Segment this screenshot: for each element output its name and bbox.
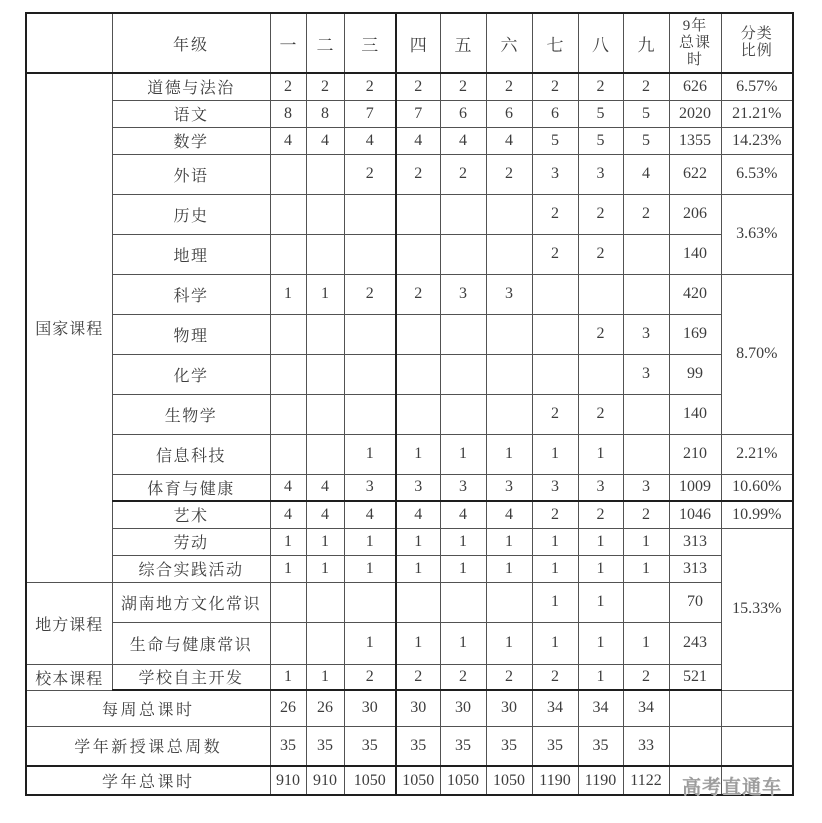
header-total-line: 时 (686, 51, 703, 68)
subject-cell: 体育与健康 (112, 474, 270, 501)
value-cell: 1 (396, 555, 440, 582)
table-row (26, 354, 793, 394)
value-cell (396, 194, 440, 234)
value-cell: 4 (270, 127, 306, 154)
subject-cell: 地理 (112, 234, 270, 274)
footer-value-cell: 26 (270, 690, 306, 726)
footer-value-cell: 34 (532, 690, 578, 726)
group-cell: 国家课程 (26, 73, 112, 582)
value-cell (486, 234, 532, 274)
footer-value-cell: 35 (486, 726, 532, 766)
total-cell: 169 (669, 314, 721, 354)
value-cell (486, 394, 532, 434)
value-cell: 2 (532, 73, 578, 100)
value-cell: 3 (623, 314, 669, 354)
ratio-cell: 3.63% (721, 194, 793, 274)
value-cell: 1 (623, 555, 669, 582)
subject-cell: 历史 (112, 194, 270, 234)
table-row (26, 434, 793, 474)
footer-value-cell: 910 (270, 766, 306, 795)
value-cell (623, 582, 669, 622)
table-row (26, 73, 793, 100)
table-row (26, 127, 793, 154)
total-cell: 1009 (669, 474, 721, 501)
value-cell (270, 314, 306, 354)
total-cell: 243 (669, 622, 721, 664)
ratio-cell: 8.70% (721, 274, 793, 434)
value-cell: 2 (532, 501, 578, 528)
value-cell: 3 (440, 474, 486, 501)
footer-value-cell: 1190 (578, 766, 623, 795)
value-cell: 4 (396, 127, 440, 154)
group-cell: 地方课程 (26, 582, 112, 664)
subject-cell: 数学 (112, 127, 270, 154)
value-cell: 4 (623, 154, 669, 194)
header-grade-1: 一 (270, 13, 306, 73)
value-cell (270, 354, 306, 394)
value-cell (306, 434, 344, 474)
value-cell: 1 (306, 555, 344, 582)
footer-value-cell: 35 (344, 726, 396, 766)
value-cell: 1 (440, 528, 486, 555)
footer-label: 每周总课时 (26, 690, 270, 726)
value-cell (440, 314, 486, 354)
ratio-cell: 10.60% (721, 474, 793, 501)
total-cell: 99 (669, 354, 721, 394)
value-cell: 4 (270, 474, 306, 501)
value-cell: 1 (486, 528, 532, 555)
total-cell: 1046 (669, 501, 721, 528)
value-cell (396, 582, 440, 622)
table-row (26, 474, 793, 501)
footer-value-cell: 30 (440, 690, 486, 726)
value-cell (344, 194, 396, 234)
value-cell: 2 (532, 194, 578, 234)
value-cell: 2 (396, 154, 440, 194)
value-cell (306, 154, 344, 194)
value-cell: 1 (532, 528, 578, 555)
subject-cell: 学校自主开发 (112, 664, 270, 690)
value-cell: 2 (486, 664, 532, 690)
value-cell (623, 274, 669, 314)
value-cell: 4 (344, 501, 396, 528)
value-cell (306, 622, 344, 664)
value-cell: 4 (270, 501, 306, 528)
value-cell: 2 (623, 194, 669, 234)
ratio-cell: 21.21% (721, 100, 793, 127)
value-cell: 3 (344, 474, 396, 501)
footer-row (26, 690, 793, 726)
value-cell (396, 234, 440, 274)
value-cell (440, 354, 486, 394)
value-cell (440, 194, 486, 234)
subject-cell: 信息科技 (112, 434, 270, 474)
value-cell: 2 (578, 194, 623, 234)
footer-value-cell: 30 (486, 690, 532, 726)
value-cell: 1 (440, 555, 486, 582)
value-cell (344, 582, 396, 622)
total-cell: 1355 (669, 127, 721, 154)
value-cell: 6 (440, 100, 486, 127)
value-cell (306, 234, 344, 274)
value-cell: 2 (270, 73, 306, 100)
value-cell (396, 354, 440, 394)
footer-value-cell: 26 (306, 690, 344, 726)
value-cell: 2 (623, 73, 669, 100)
value-cell: 5 (578, 127, 623, 154)
value-cell: 1 (532, 434, 578, 474)
value-cell (578, 274, 623, 314)
footer-value-cell: 1050 (396, 766, 440, 795)
value-cell: 2 (440, 154, 486, 194)
header-ratio-line: 分类 (740, 26, 773, 42)
value-cell (532, 314, 578, 354)
table-row (26, 582, 793, 622)
value-cell: 2 (623, 664, 669, 690)
value-cell (396, 314, 440, 354)
value-cell: 4 (306, 501, 344, 528)
value-cell: 2 (532, 664, 578, 690)
value-cell (486, 194, 532, 234)
footer-value-cell: 30 (344, 690, 396, 726)
subject-cell: 艺术 (112, 501, 270, 528)
value-cell: 5 (623, 127, 669, 154)
watermark-text: 高考直通车 (681, 777, 782, 798)
footer-value-cell: 35 (306, 726, 344, 766)
value-cell: 1 (532, 555, 578, 582)
ratio-cell: 6.57% (721, 73, 793, 100)
value-cell: 2 (396, 274, 440, 314)
value-cell: 1 (578, 622, 623, 664)
value-cell: 1 (578, 434, 623, 474)
value-cell (623, 234, 669, 274)
footer-label: 学年新授课总周数 (26, 726, 270, 766)
table-row (26, 664, 793, 690)
value-cell: 1 (344, 434, 396, 474)
value-cell: 1 (532, 582, 578, 622)
value-cell: 2 (440, 664, 486, 690)
value-cell (306, 582, 344, 622)
footer-value-cell: 34 (578, 690, 623, 726)
value-cell: 1 (578, 555, 623, 582)
value-cell: 3 (532, 474, 578, 501)
value-cell (270, 622, 306, 664)
subject-cell: 湖南地方文化常识 (112, 582, 270, 622)
value-cell: 1 (578, 528, 623, 555)
total-cell: 206 (669, 194, 721, 234)
footer-total-cell (669, 690, 721, 726)
value-cell: 4 (306, 474, 344, 501)
subject-cell: 化学 (112, 354, 270, 394)
footer-value-cell: 30 (396, 690, 440, 726)
footer-total-cell (669, 726, 721, 766)
value-cell (344, 234, 396, 274)
value-cell: 1 (486, 434, 532, 474)
value-cell: 2 (344, 664, 396, 690)
value-cell: 7 (396, 100, 440, 127)
footer-value-cell: 35 (440, 726, 486, 766)
table-row (26, 154, 793, 194)
value-cell (440, 582, 486, 622)
header-total-line: 总课 (678, 34, 711, 51)
value-cell (440, 394, 486, 434)
header-grade-label: 年级 (112, 13, 270, 73)
ratio-cell: 2.21% (721, 434, 793, 474)
value-cell: 2 (344, 274, 396, 314)
header-total-line: 9年 (682, 17, 708, 34)
value-cell: 3 (578, 474, 623, 501)
group-cell: 校本课程 (26, 664, 112, 690)
value-cell: 5 (623, 100, 669, 127)
table-row (26, 528, 793, 555)
value-cell: 1 (344, 528, 396, 555)
value-cell: 2 (578, 314, 623, 354)
value-cell (270, 194, 306, 234)
total-cell: 140 (669, 394, 721, 434)
total-cell: 313 (669, 555, 721, 582)
subject-cell: 科学 (112, 274, 270, 314)
total-cell: 70 (669, 582, 721, 622)
footer-ratio-cell (721, 690, 793, 726)
value-cell (270, 582, 306, 622)
value-cell: 2 (623, 501, 669, 528)
value-cell (623, 434, 669, 474)
subject-cell: 外语 (112, 154, 270, 194)
footer-value-cell: 1050 (344, 766, 396, 795)
value-cell: 1 (306, 664, 344, 690)
footer-value-cell: 1190 (532, 766, 578, 795)
value-cell: 3 (486, 274, 532, 314)
value-cell: 5 (578, 100, 623, 127)
value-cell: 1 (440, 434, 486, 474)
table-row (26, 234, 793, 274)
value-cell: 1 (440, 622, 486, 664)
value-cell: 4 (344, 127, 396, 154)
subject-cell: 生命与健康常识 (112, 622, 270, 664)
value-cell (270, 394, 306, 434)
value-cell: 2 (532, 234, 578, 274)
subject-cell: 综合实践活动 (112, 555, 270, 582)
ratio-cell: 15.33% (721, 528, 793, 690)
subject-cell: 劳动 (112, 528, 270, 555)
value-cell: 4 (486, 501, 532, 528)
value-cell: 1 (623, 528, 669, 555)
ratio-cell: 14.23% (721, 127, 793, 154)
value-cell: 3 (623, 354, 669, 394)
table-row (26, 274, 793, 314)
value-cell: 1 (270, 528, 306, 555)
value-cell (440, 234, 486, 274)
header-grade-4: 四 (396, 13, 440, 73)
value-cell: 2 (578, 73, 623, 100)
value-cell: 1 (532, 622, 578, 664)
value-cell (578, 354, 623, 394)
value-cell: 1 (396, 528, 440, 555)
header-ratio-label (721, 13, 793, 73)
total-cell: 420 (669, 274, 721, 314)
value-cell (486, 582, 532, 622)
value-cell: 8 (270, 100, 306, 127)
value-cell (270, 154, 306, 194)
value-cell (344, 394, 396, 434)
value-cell: 1 (344, 555, 396, 582)
value-cell: 3 (486, 474, 532, 501)
value-cell: 2 (344, 73, 396, 100)
value-cell: 2 (344, 154, 396, 194)
value-cell: 1 (344, 622, 396, 664)
footer-value-cell: 34 (623, 690, 669, 726)
value-cell (306, 314, 344, 354)
value-cell (344, 314, 396, 354)
table-row (26, 555, 793, 582)
subject-cell: 生物学 (112, 394, 270, 434)
footer-row (26, 726, 793, 766)
value-cell: 4 (486, 127, 532, 154)
value-cell (486, 314, 532, 354)
value-cell: 2 (578, 234, 623, 274)
value-cell: 1 (270, 274, 306, 314)
header-row (26, 13, 793, 73)
value-cell: 5 (532, 127, 578, 154)
value-cell: 1 (306, 528, 344, 555)
value-cell: 2 (532, 394, 578, 434)
value-cell: 3 (623, 474, 669, 501)
header-grade-9: 九 (623, 13, 669, 73)
value-cell: 2 (396, 73, 440, 100)
header-grade-8: 八 (578, 13, 623, 73)
value-cell: 1 (578, 582, 623, 622)
value-cell: 1 (396, 434, 440, 474)
value-cell: 2 (306, 73, 344, 100)
footer-ratio-cell (721, 726, 793, 766)
table-row (26, 194, 793, 234)
value-cell (532, 274, 578, 314)
header-corner (26, 13, 112, 73)
subject-cell: 语文 (112, 100, 270, 127)
subject-cell: 道德与法治 (112, 73, 270, 100)
value-cell: 4 (396, 501, 440, 528)
table-row (26, 501, 793, 528)
value-cell (306, 394, 344, 434)
subject-cell: 物理 (112, 314, 270, 354)
value-cell (486, 354, 532, 394)
value-cell (344, 354, 396, 394)
value-cell: 1 (270, 555, 306, 582)
value-cell: 8 (306, 100, 344, 127)
value-cell (623, 394, 669, 434)
total-cell: 626 (669, 73, 721, 100)
value-cell: 4 (306, 127, 344, 154)
total-cell: 2020 (669, 100, 721, 127)
footer-value-cell: 35 (532, 726, 578, 766)
curriculum-table (25, 12, 794, 796)
value-cell: 2 (486, 73, 532, 100)
total-cell: 140 (669, 234, 721, 274)
value-cell: 2 (578, 501, 623, 528)
header-total-label (669, 13, 721, 73)
ratio-cell: 6.53% (721, 154, 793, 194)
value-cell: 2 (440, 73, 486, 100)
footer-value-cell: 35 (578, 726, 623, 766)
footer-value-cell: 910 (306, 766, 344, 795)
value-cell: 3 (440, 274, 486, 314)
total-cell: 622 (669, 154, 721, 194)
footer-value-cell: 35 (270, 726, 306, 766)
total-cell: 521 (669, 664, 721, 690)
value-cell (396, 394, 440, 434)
value-cell: 6 (486, 100, 532, 127)
header-grade-6: 六 (486, 13, 532, 73)
value-cell (270, 234, 306, 274)
value-cell: 4 (440, 127, 486, 154)
total-cell: 210 (669, 434, 721, 474)
value-cell: 2 (486, 154, 532, 194)
value-cell: 6 (532, 100, 578, 127)
value-cell: 1 (623, 622, 669, 664)
footer-label: 学年总课时 (26, 766, 270, 795)
header-grade-2: 二 (306, 13, 344, 73)
value-cell: 1 (486, 622, 532, 664)
value-cell (532, 354, 578, 394)
header-grade-7: 七 (532, 13, 578, 73)
value-cell (306, 194, 344, 234)
value-cell: 2 (396, 664, 440, 690)
value-cell: 2 (578, 394, 623, 434)
table-row (26, 100, 793, 127)
value-cell: 3 (578, 154, 623, 194)
footer-value-cell: 1050 (486, 766, 532, 795)
footer-value-cell: 35 (396, 726, 440, 766)
value-cell (270, 434, 306, 474)
value-cell: 1 (396, 622, 440, 664)
ratio-cell: 10.99% (721, 501, 793, 528)
header-grade-5: 五 (440, 13, 486, 73)
total-cell: 313 (669, 528, 721, 555)
table-row (26, 314, 793, 354)
value-cell: 4 (440, 501, 486, 528)
header-ratio-line: 比例 (740, 43, 773, 59)
value-cell: 1 (270, 664, 306, 690)
footer-value-cell: 1122 (623, 766, 669, 795)
value-cell: 1 (578, 664, 623, 690)
value-cell: 3 (532, 154, 578, 194)
value-cell: 1 (306, 274, 344, 314)
value-cell: 1 (486, 555, 532, 582)
value-cell (306, 354, 344, 394)
table-row (26, 622, 793, 664)
header-grade-3: 三 (344, 13, 396, 73)
value-cell: 3 (396, 474, 440, 501)
footer-value-cell: 33 (623, 726, 669, 766)
table-row (26, 394, 793, 434)
footer-value-cell: 1050 (440, 766, 486, 795)
value-cell: 7 (344, 100, 396, 127)
